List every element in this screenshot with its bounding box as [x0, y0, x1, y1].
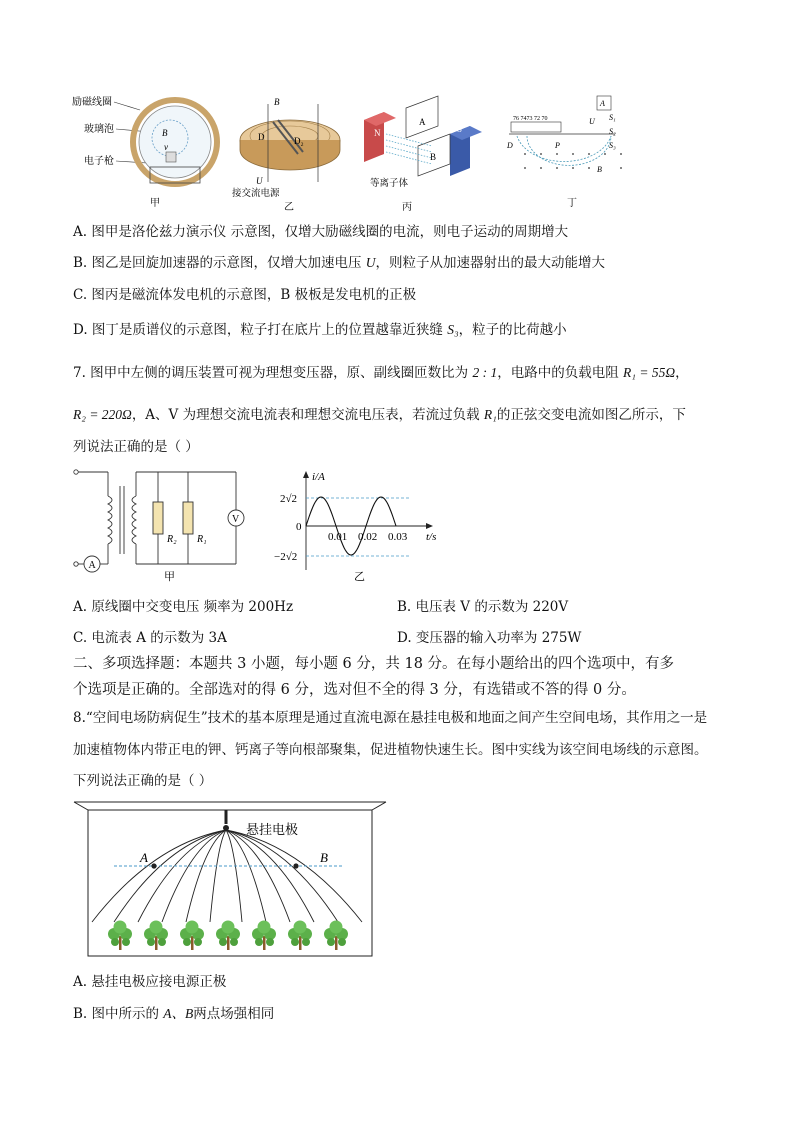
yi-B-label: B — [274, 97, 280, 107]
q8-field-figure — [70, 796, 390, 960]
secondary-coil — [132, 496, 136, 544]
bing-A-label: A — [419, 117, 426, 127]
field-line — [210, 830, 226, 922]
plant-icon — [288, 921, 312, 951]
graph-xlabel: t/s — [426, 531, 437, 543]
q7-stem-line1 — [73, 363, 689, 383]
yi-D1-label: D — [258, 132, 265, 142]
q8-option-b-vars: A、B — [163, 1006, 194, 1021]
r2-label: R₂ — [167, 534, 177, 545]
q7-option-a: A. 原线圈中交变电压 频率为 200Hz — [73, 599, 294, 615]
q7-current-graph — [270, 466, 450, 584]
ding-S3-label: S₃ — [609, 141, 616, 150]
ding-P-label: P — [555, 141, 560, 150]
q8-option-b — [73, 1004, 274, 1024]
q7-line1-end: ， — [675, 365, 689, 381]
resistor-r2 — [153, 502, 163, 534]
field-line — [114, 830, 226, 922]
jia-B-label: B — [162, 128, 168, 138]
ding-S1-label: S₁ — [609, 113, 616, 122]
bing-B-label: B — [430, 152, 437, 162]
section2-heading-line2: 个选项是正确的。全部选对的得 6 分，选对但不全的得 3 分，有选错或不答的得 0 分。 — [73, 682, 636, 698]
q7-r2-value: R₂ = 220Ω — [73, 407, 132, 422]
electrode-label: 悬挂电极 — [246, 822, 299, 837]
tick-0.01: 0.01 — [328, 531, 348, 543]
figure-jia — [70, 92, 220, 212]
point-a-label: A — [140, 850, 148, 865]
q7-line2-mid: ，A、V 为理想交流电流表和理想交流电压表，若流过负载 — [131, 407, 484, 423]
bing-S-label: S — [457, 124, 463, 134]
yi-D2-label: D₂ — [294, 136, 304, 146]
q6-option-b-text: B. 图乙是回旋加速器的示意图，仅增大加速电压 — [73, 255, 366, 271]
bing-N-label: N — [374, 128, 381, 138]
plant-icon — [144, 921, 168, 951]
section2-heading-line1: 二、多项选择题：本题共 3 小题，每小题 6 分，共 18 分。在每小题给出的四个选项中，有多 — [73, 656, 675, 672]
q7-option-b: B. 电压表 V 的示数为 220V — [397, 599, 569, 615]
point-a — [151, 863, 156, 868]
field-line — [226, 830, 242, 922]
bing-plasma-label: 等离子体 — [370, 179, 409, 189]
yi-U-label: U — [256, 176, 263, 186]
yi-source-label: 接交流电源 — [232, 189, 280, 199]
ding-A-label: A — [600, 99, 605, 108]
q8-stem-line2: 加速植物体内带正电的钾、钙离子等向根部聚集，促进植物快速生长。图中实线为该空间电场线的示意图。 — [73, 742, 708, 758]
q7-stem-line2 — [73, 405, 686, 425]
plant-icon — [252, 921, 276, 951]
q7-ratio: 2 : 1 — [472, 365, 498, 380]
field-line — [226, 830, 314, 922]
resistor-r1 — [183, 502, 193, 534]
q7-line1-text: 7. 图甲中左侧的调压装置可视为理想变压器，原、副线圈匝数比为 — [73, 365, 473, 381]
figure-ding — [505, 92, 645, 212]
r1-label: R₁ — [197, 534, 207, 545]
tick-0.03: 0.03 — [388, 531, 408, 543]
point-b — [293, 863, 298, 868]
plant-icon — [216, 921, 240, 951]
q7-r1-ref: R₁ — [483, 407, 497, 422]
graph-ymax-label: 2√2 — [280, 493, 298, 505]
ding-B-label: B — [597, 165, 602, 174]
q7-line1-mid: ，电路中的负载电阻 — [497, 365, 624, 381]
bing-caption: 丙 — [402, 202, 412, 212]
primary-coil — [108, 496, 112, 544]
jia-v-label: v — [164, 142, 168, 152]
ding-D-label: D — [507, 141, 513, 150]
voltmeter-label: V — [232, 514, 240, 525]
q7-option-c: C. 电流表 A 的示数为 3A — [73, 630, 227, 646]
gun-label: 电子枪 — [84, 156, 114, 167]
plant-icon — [324, 921, 348, 951]
q6-option-b-text-end: ，则粒子从加速器射出的最大动能增大 — [375, 255, 606, 271]
field-line — [226, 830, 338, 922]
q6-option-c: C. 图丙是磁流体发电机的示意图，B 极板是发电机的正极 — [73, 287, 417, 303]
q8-option-a: A. 悬挂电极应接电源正极 — [73, 974, 227, 990]
q7-stem-line3: 列说法正确的是（ ） — [73, 439, 199, 455]
plant-icon — [180, 921, 204, 951]
q6-option-d — [73, 320, 567, 340]
q7-option-d: D. 变压器的输入功率为 275W — [397, 630, 582, 646]
q6-option-d-var: S₃ — [447, 322, 459, 337]
figure-yi — [228, 92, 358, 212]
field-line — [162, 830, 226, 922]
q8-option-b-text: B. 图中所示的 — [73, 1006, 164, 1022]
q6-option-b — [73, 253, 605, 273]
q6-option-b-var: U — [365, 255, 376, 270]
q6-option-a: A. 图甲是洛伦兹力演示仪 示意图，仅增大励磁线圈的电流，则电子运动的周期增大 — [73, 224, 569, 240]
yi-caption: 乙 — [284, 202, 294, 212]
q6-option-d-text: D. 图丁是质谱仪的示意图，粒子打在底片上的位置越靠近狭缝 — [73, 322, 448, 338]
field-line — [138, 830, 226, 922]
q7-line2-end: 的正弦交变电流如图乙所示，下 — [496, 407, 686, 423]
q8-stem-line3: 下列说法正确的是（ ） — [73, 773, 213, 789]
bulb-label: 玻璃泡 — [84, 124, 114, 135]
graph-ymin-label: −2√2 — [274, 551, 298, 563]
graph-zero-label: 0 — [296, 521, 302, 533]
tick-0.02: 0.02 — [358, 531, 378, 543]
ding-scale-label: 76 7473 72 70 — [513, 116, 548, 122]
graph-caption: 乙 — [354, 571, 365, 583]
q6-option-d-text-end: ，粒子的比荷越小 — [458, 322, 567, 338]
ding-U-label: U — [589, 117, 595, 126]
ding-S2-label: S₂ — [609, 127, 616, 136]
figure-bing — [362, 92, 487, 212]
jia-caption: 甲 — [150, 198, 160, 209]
q7-r1-value: R₁ = 55Ω — [623, 365, 676, 380]
plant-icon — [108, 921, 132, 951]
ding-caption: 丁 — [567, 198, 577, 209]
point-b-label: B — [320, 850, 328, 865]
ammeter-label: A — [88, 560, 96, 571]
q8-option-b-text-end: 两点场强相同 — [193, 1006, 275, 1022]
graph-ylabel: i/A — [312, 471, 325, 483]
q8-stem-line1: 8.“空间电场防病促生”技术的基本原理是通过直流电源在悬挂电极和地面之间产生空间电场，其作用之一是 — [73, 710, 708, 726]
coil-label: 励磁线圈 — [72, 97, 112, 108]
q7-circuit-figure — [70, 466, 260, 584]
circuit-caption: 甲 — [164, 571, 175, 583]
field-line — [226, 830, 290, 922]
